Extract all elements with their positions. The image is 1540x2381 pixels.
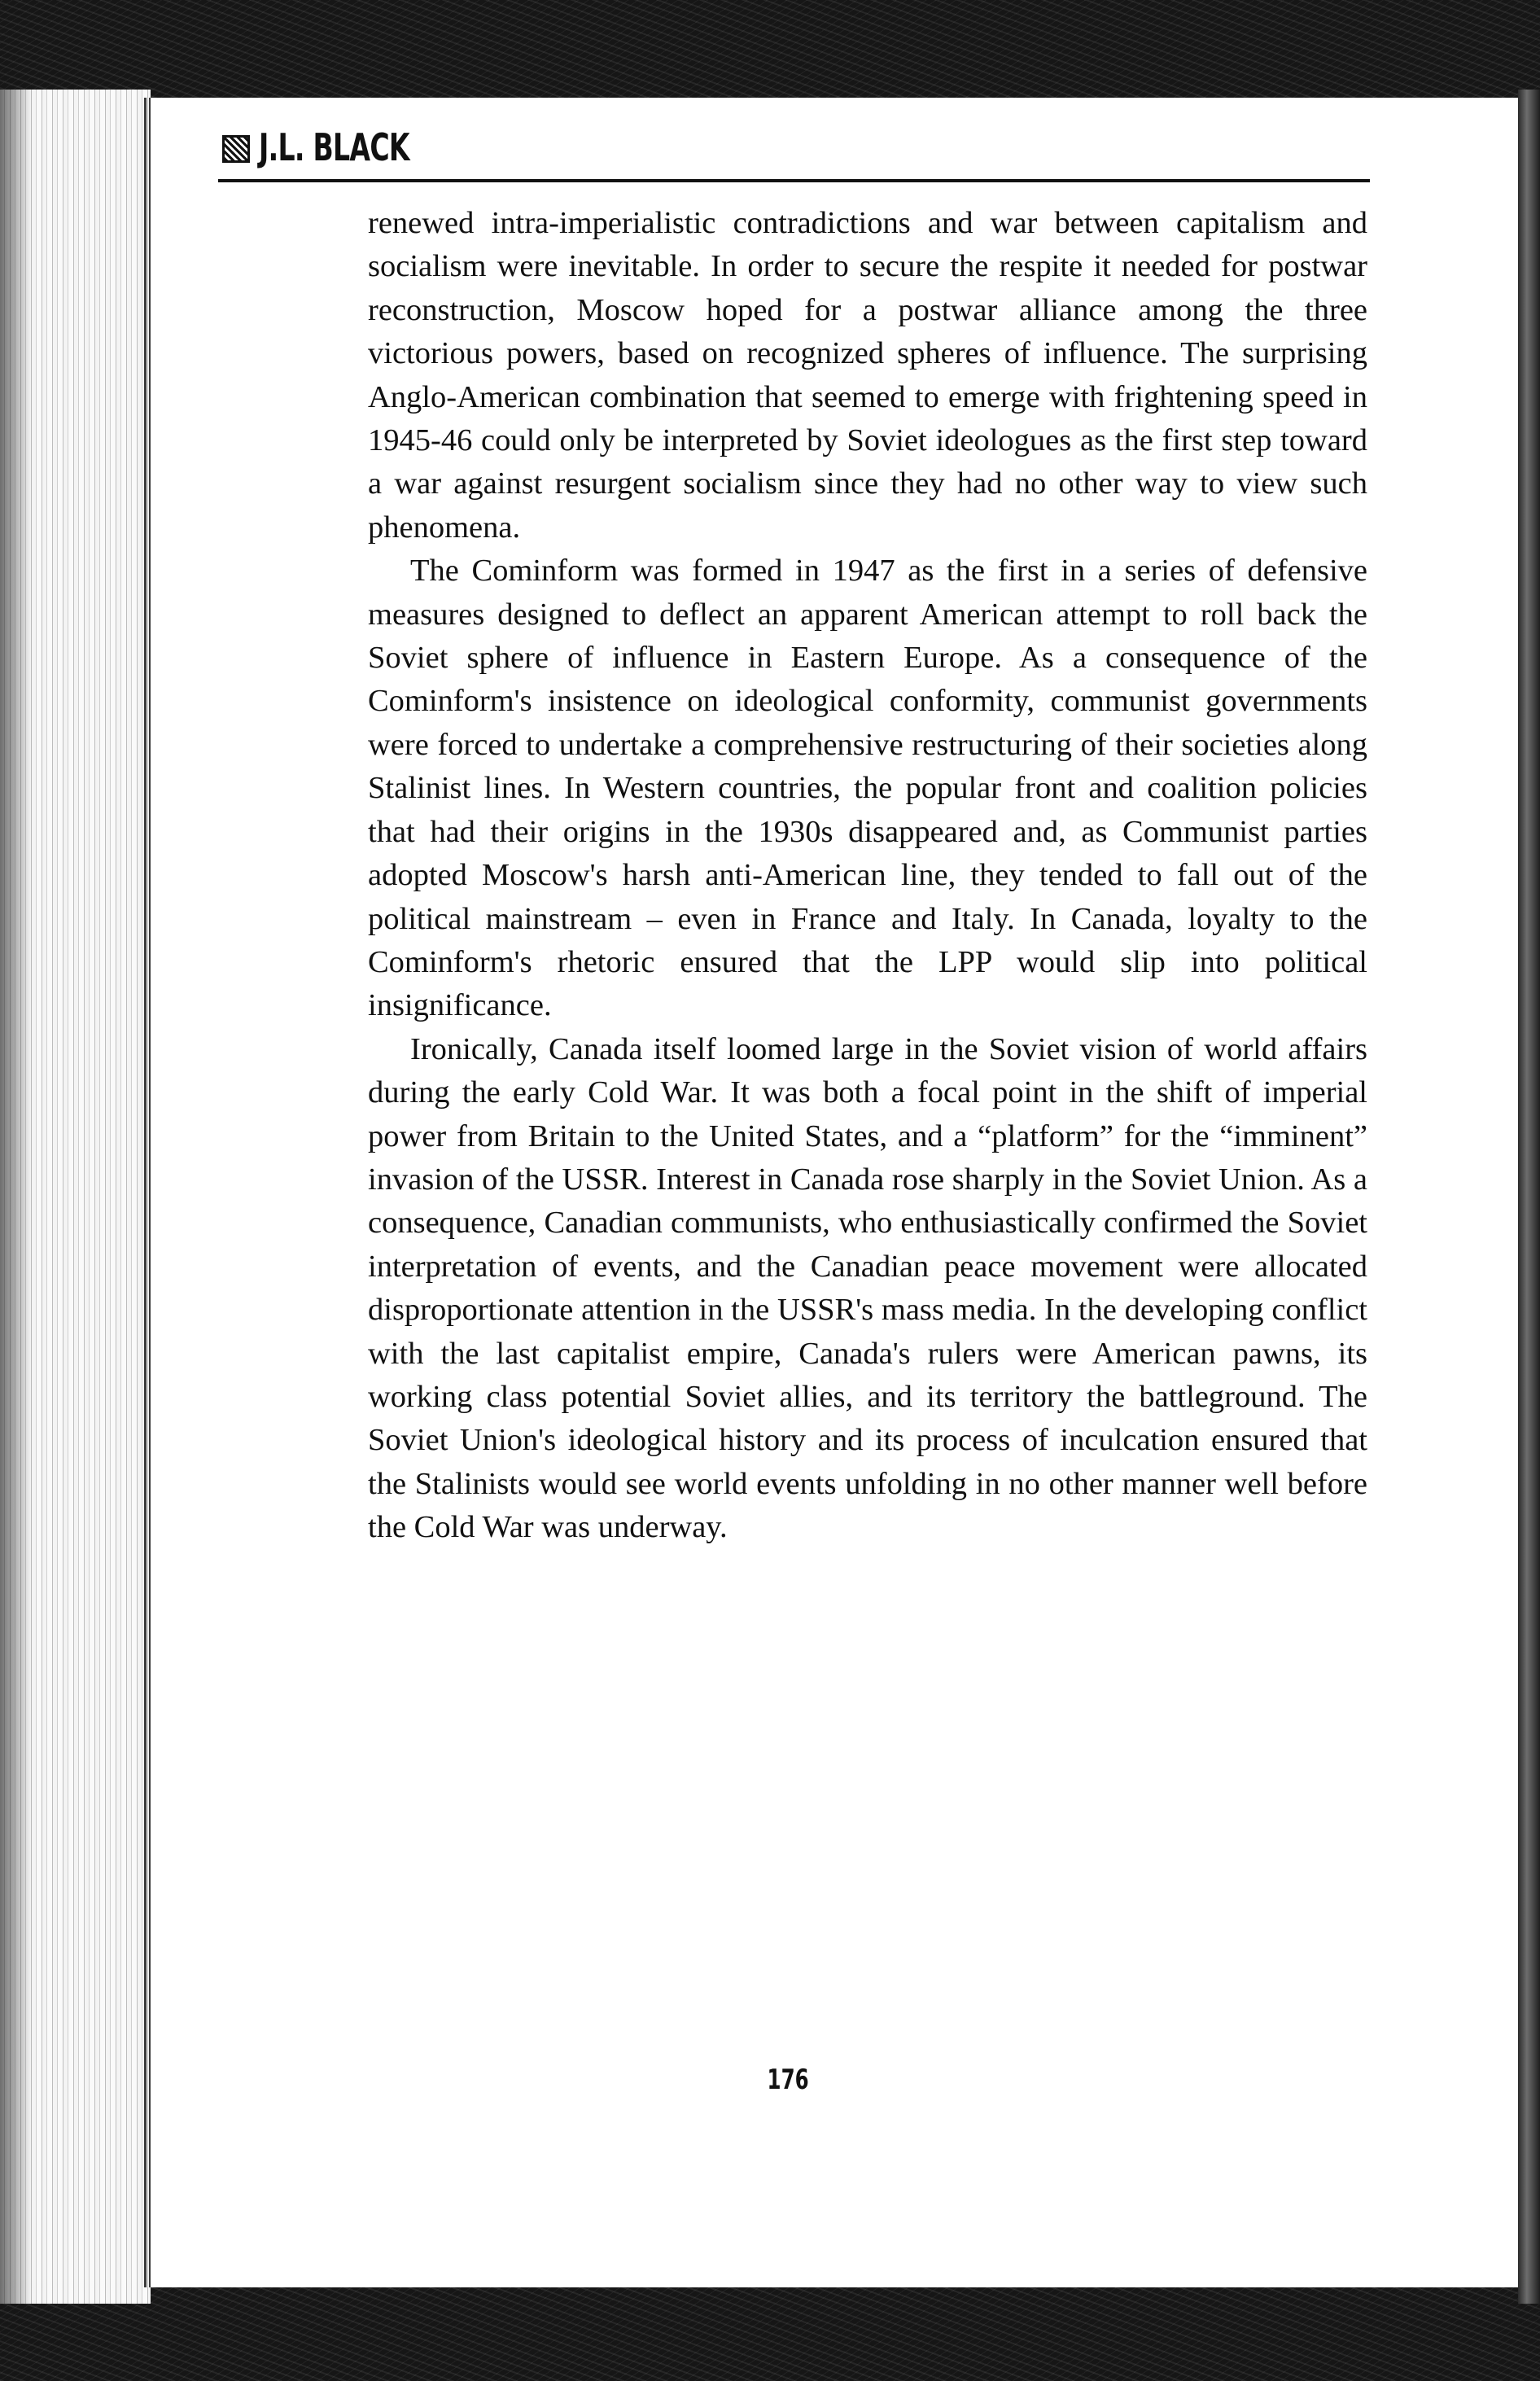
author-name: J.L. BLACK bbox=[259, 125, 409, 169]
gutter-line bbox=[144, 98, 147, 2287]
body-text bbox=[368, 202, 1367, 1550]
paragraph: renewed intra-imperialistic contradictions and war between capitalism and socialism were inevitable. In order to secure the respite it needed for postwar reconstruction, Moscow hoped for a postwar alliance among the three victorious powers, based on recognized spheres of influence. The surprising Anglo-American combination that seemed to emerge with frightening speed in 1945-46 could only be interpreted by Soviet ideologues as the first step toward a war against resurgent socialism since they had no other way to view such phenomena. bbox=[368, 206, 1367, 545]
page-number bbox=[0, 2064, 1540, 2096]
page-number-text: 176 bbox=[767, 2064, 809, 2096]
paragraph: The Cominform was formed in 1947 as the first in a series of defensive measures designed to deflect an apparent American attempt to roll back the Soviet sphere of influence in Eastern Europe. As a consequence of the Cominform's insistence on ideological conformity, communist governments were forced to undertake a comprehensive restructuring of their societies along Stalinist lines. In Western countries, the popular front and coalition policies that had their origins in the 1930s disappeared and, as Communist parties adopted Moscow's harsh anti-American line, they tended to fall out of the political mainstream – even in France and Italy. In Canada, loyalty to the Cominform's rhetoric ensured that the LPP would slip into political insignificance. bbox=[368, 554, 1367, 1023]
book-right-edge bbox=[1518, 90, 1540, 2304]
ornament-icon bbox=[222, 135, 250, 163]
running-head bbox=[218, 124, 1370, 182]
book-edge-shadow bbox=[0, 90, 33, 2304]
gutter-line bbox=[149, 98, 151, 2287]
paragraph: Ironically, Canada itself loomed large in the Soviet vision of world affairs during the early Cold War. It was both a focal point in the shift of imperial power from Britain to the United States, and a “platform” for the “imminent” invasion of the USSR. Interest in Canada rose sharply in the Soviet Union. As a consequence, Canadian communists, who enthusiastically confirmed the Soviet interpretation of events, and the Canadian peace movement were allocated disproportionate attention in the USSR's mass media. In the developing conflict with the last capitalist empire, Canada's rulers were American pawns, its working class potential Soviet allies, and its territory the battleground. The Soviet Union's ideological history and its process of inculcation ensured that the Stalinists would see world events unfolding in no other manner well before the Cold War was underway. bbox=[368, 1031, 1367, 1545]
